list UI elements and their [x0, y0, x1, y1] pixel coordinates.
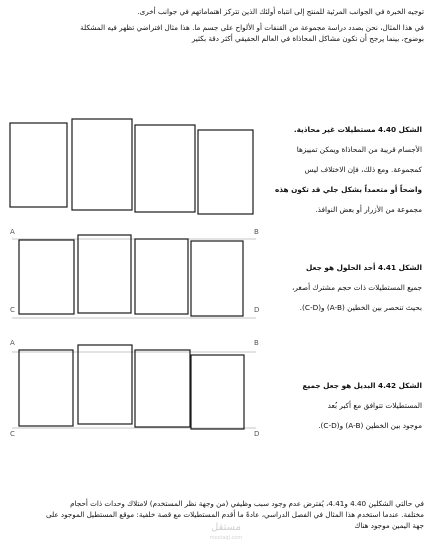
footer-line: جهة اليمين موجود هناك — [354, 521, 424, 530]
rectangle — [191, 355, 244, 429]
watermark-sub: mostaql.com — [209, 535, 243, 541]
rectangle — [135, 350, 190, 427]
rectangle — [78, 235, 131, 313]
rectangle — [10, 123, 67, 207]
rectangle — [135, 239, 188, 314]
intro-paragraph — [6, 6, 424, 44]
rectangle — [72, 119, 132, 210]
intro-line: توجيه الخبرة في الجوانب المرئية للمنتج إلى انتباه أولئك الذين تتركز اهتماماتهم في جوانب أخرى. — [137, 7, 424, 16]
caption-line: الشكل 4.42 البديل هو جعل جميع — [302, 381, 422, 390]
line-label-a: A — [10, 228, 15, 236]
caption-line: مجموعة من الأزرار أو بعض النوافذ. — [315, 205, 422, 214]
figure-caption-4-42 — [292, 376, 422, 436]
footer-line: مختلفة. عندما استخدم هذا المثال في الفصل الدراسي، عادةً ما أقدم المستطيلات مع قصة خلفية: موقع المستطيل الموجود على — [45, 510, 424, 519]
caption-line: كمجموعة. ومع ذلك، فإن الاختلاف ليس — [304, 165, 422, 174]
line-label-d: D — [254, 430, 260, 438]
rectangle — [191, 241, 243, 316]
figure-caption-4-40 — [274, 120, 422, 220]
caption-line: الشكل 4.40 مستطيلات غير محاذية. — [293, 125, 422, 134]
caption-line: موجود بين الخطين (A-B) و(C-D). — [318, 421, 422, 430]
intro-line: بوضوح، بينما يرجح أن تكون مشاكل المحاذاة في العالم الحقيقي أكثر دقة بكثير — [191, 34, 424, 43]
rectangle — [198, 130, 253, 214]
rectangle — [135, 125, 195, 212]
line-label-b: B — [254, 228, 259, 236]
line-label-a: A — [10, 339, 15, 347]
footer-line: في حالتي الشكلين 4.40 و4.41، يُفترض عدم وجود سبب وظيفي (من وجهة نظر المستخدم) لامتلاك وحدات ذات أحجام — [70, 499, 424, 508]
rectangle — [19, 350, 73, 426]
caption-line: المستطيلات تتوافق مع أكبر بُعد — [327, 401, 422, 410]
figure-caption-4-41 — [292, 258, 422, 318]
line-label-c: C — [10, 306, 15, 314]
caption-line: جميع المستطيلات ذات حجم مشترك أصغر، — [291, 283, 422, 292]
caption-line: بحيث تنحصر بين الخطين (A-B) و(C-D). — [299, 303, 422, 312]
rectangle — [19, 240, 74, 314]
caption-line: الأجسام قريبة من المحاذاة ويمكن تمييزها — [296, 145, 422, 154]
watermark-logo — [208, 523, 244, 545]
line-label-b: B — [254, 339, 259, 347]
caption-line: واضحاً أو متعمداً بشكل جلي قد تكون هذه — [274, 185, 422, 194]
intro-line: في هذا المثال، نحن بصدد دراسة مجموعة من القنفات أو الألواح على جسم ما. هذا مثال افتراضي تظهر فيه المشكلة — [80, 23, 424, 32]
line-label-d: D — [254, 306, 260, 314]
watermark-text: مستقل — [211, 522, 241, 533]
rectangle — [78, 345, 132, 424]
line-label-c: C — [10, 430, 15, 438]
caption-line: الشكل 4.41 أحد الحلول هو جعل — [305, 263, 422, 272]
